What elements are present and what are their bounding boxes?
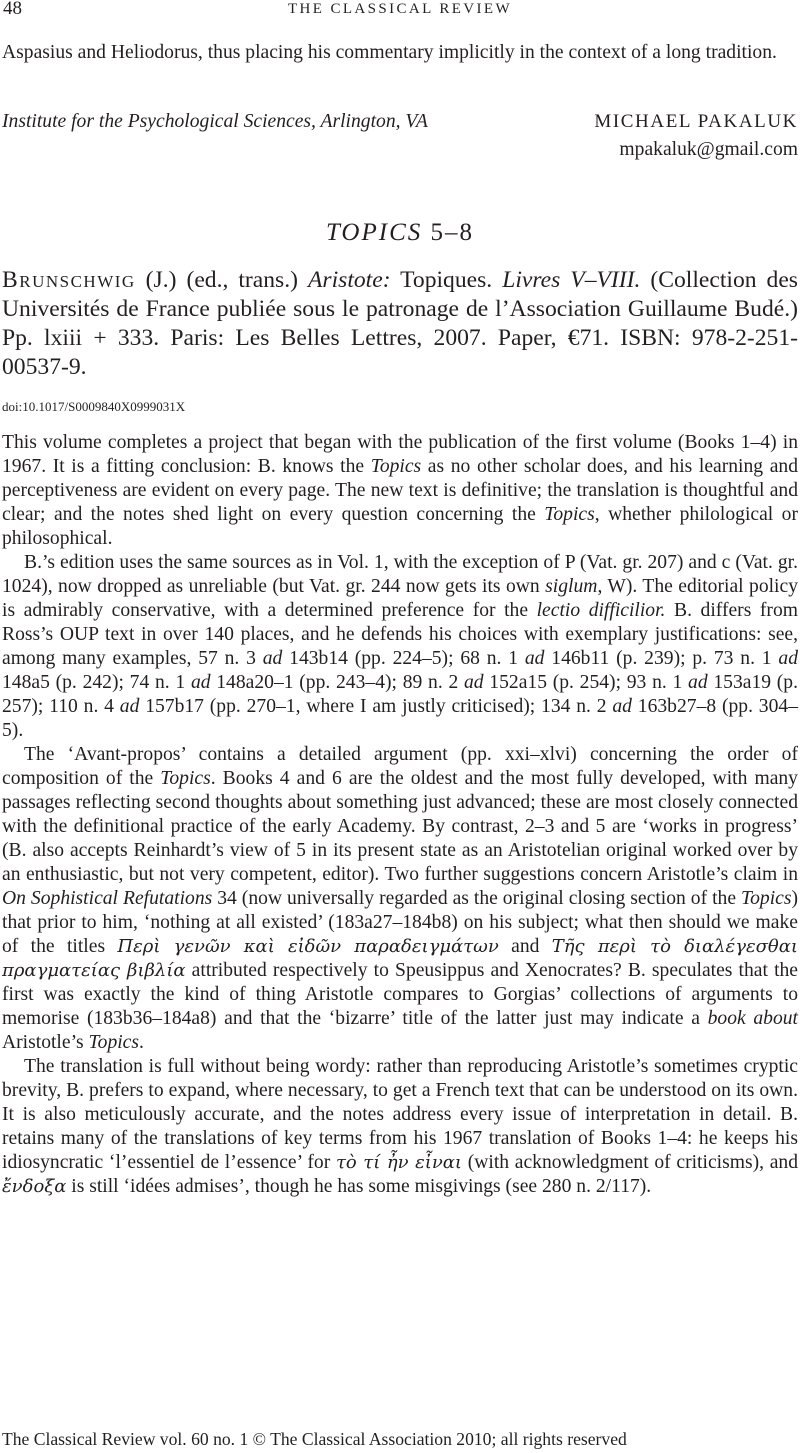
paragraph-3: The ‘Avant-propos’ contains a detailed argument (pp. xxi–xlvi) concerning the order of composition of the Topics. Books 4 and 6 are the oldest and the most fully developed, with many passages reflecting second thoughts about something just advanced; these are most closely connected with the definitional practice of the early Academy. By contrast, 2–3 and 5 are ‘works in progress’ (B. also accepts Reinhardt’s view of 5 in its present state as an Aristotelian original worked over by an enthusiastic, but not very competent, editor). Two further suggestions concern Aristotle’s claim in On Sophistical Refutations 34 (now universally regarded as the original closing section of the Topics) that prior to him, ‘nothing at all existed’ (183a27–184b8) on his subject; what then should we make of the titles Περὶ γενῶν καὶ εἰδῶν παραδειγμάτων and Τῆς περὶ τὸ διαλέγεσθαι πραγματείας βιβλία attributed respectively to Speusippus and Xenocrates? B. speculates that the first was exactly the kind of thing Aristotle compares to Gorgias’ collections of arguments to memorise (183b36–184a8) and that the ‘bizarre’ title of the latter just may indicate a book about Aristotle’s Topics. [2,744,799,1053]
section-title-italic: TOPICS [325,219,423,246]
reviewer-affiliation: Institute for the Psychological Sciences, Arlington, VA [2,111,428,132]
doi-link[interactable]: doi:10.1017/S0009840X0999031X [2,399,186,414]
citation-author: Brunschwig [2,267,136,293]
citation-text: Brunschwig (J.) (ed., trans.) Aristote: Topiques. Livres V–VIII. (Collection des Universités de France publiée sous le patronage de l’Association Guillaume Budé.) Pp. lxiii + 333. Paris: Les Belles Lettres, 2007. Paper, €71. ISBN: 978-2-251-00537-9. [2,267,798,380]
review-body [2,431,798,1199]
signature-block [2,111,798,135]
reviewer-name: MICHAEL PAKALUK [594,111,798,132]
reviewer-email[interactable]: mpakaluk@gmail.com [619,139,798,160]
paragraph-2: B.’s edition uses the same sources as in Vol. 1, with the exception of P (Vat. gr. 207) and c (Vat. gr. 1024), now dropped as unreliable (but Vat. gr. 244 now gets its own siglum, W). The editorial policy is admirably conservative, with a determined preference for the lectio difficilior. B. differs from Ross’s OUP text in over 140 places, and he defends his choices with exemplary justifications: see, among many examples, 57 n. 3 ad 143b14 (pp. 224–5); 68 n. 1 ad 146b11 (p. 239); p. 73 n. 1 ad 148a5 (p. 242); 74 n. 1 ad 148a20–1 (pp. 243–4); 89 n. 2 ad 152a15 (p. 254); 93 n. 1 ad 153a19 (p. 257); 110 n. 4 ad 157b17 (pp. 270–1, where I am justly criticised); 134 n. 2 ad 163b27–8 (pp. 304–5). [2,552,799,741]
journal-title: THE CLASSICAL REVIEW [287,1,513,17]
closing-paragraph [2,41,798,65]
copyright-footer: The Classical Review vol. 60 no. 1 © The Classical Association 2010; all rights reserved [2,1429,627,1449]
closing-paragraph-text: Aspasius and Heliodorus, thus placing his commentary implicitly in the context of a long tradition. [2,42,777,63]
section-title-rest: 5–8 [430,219,475,246]
page-number: 48 [3,0,22,19]
paragraph-4: The translation is full without being wordy: rather than reproducing Aristotle’s sometimes cryptic brevity, B. prefers to expand, where necessary, to get a French text that can be understood on its own. It is also meticulously accurate, and the notes address every issue of interpretation in detail. B. retains many of the translations of key terms from his 1967 translation of Books 1–4: he keeps his idiosyncratic ‘l’essentiel de l’essence’ for τὸ τί ἦν εἶναι (with acknowledgment of criticisms), and ἔνδοξα is still ‘idées admises’, though he has some misgivings (see 280 n. 2/117). [2,1056,799,1197]
greek-title-xenocrates: Τῆς περὶ τὸ διαλέγεσθαι πραγματείας βιβλία [2,936,798,981]
running-head [0,0,800,22]
greek-title-speusippus: Περὶ γενῶν καὶ εἰδῶν παραδειγμάτων [117,936,499,957]
greek-term-essence: τὸ τί ἦν εἶναι [335,1152,462,1173]
section-title [0,219,800,247]
book-citation [2,266,798,382]
greek-term-endoxa: ἔνδοξα [2,1176,67,1197]
paragraph-1: This volume completes a project that began with the publication of the first volume (Books 1–4) in 1967. It is a fitting conclusion: B. knows the Topics as no other scholar does, and his learning and perceptiveness are evident on every page. The new text is definitive; the translation is thoughtful and clear; and the notes shed light on every question concerning the Topics, whether philological or philosophical. [2,432,798,549]
